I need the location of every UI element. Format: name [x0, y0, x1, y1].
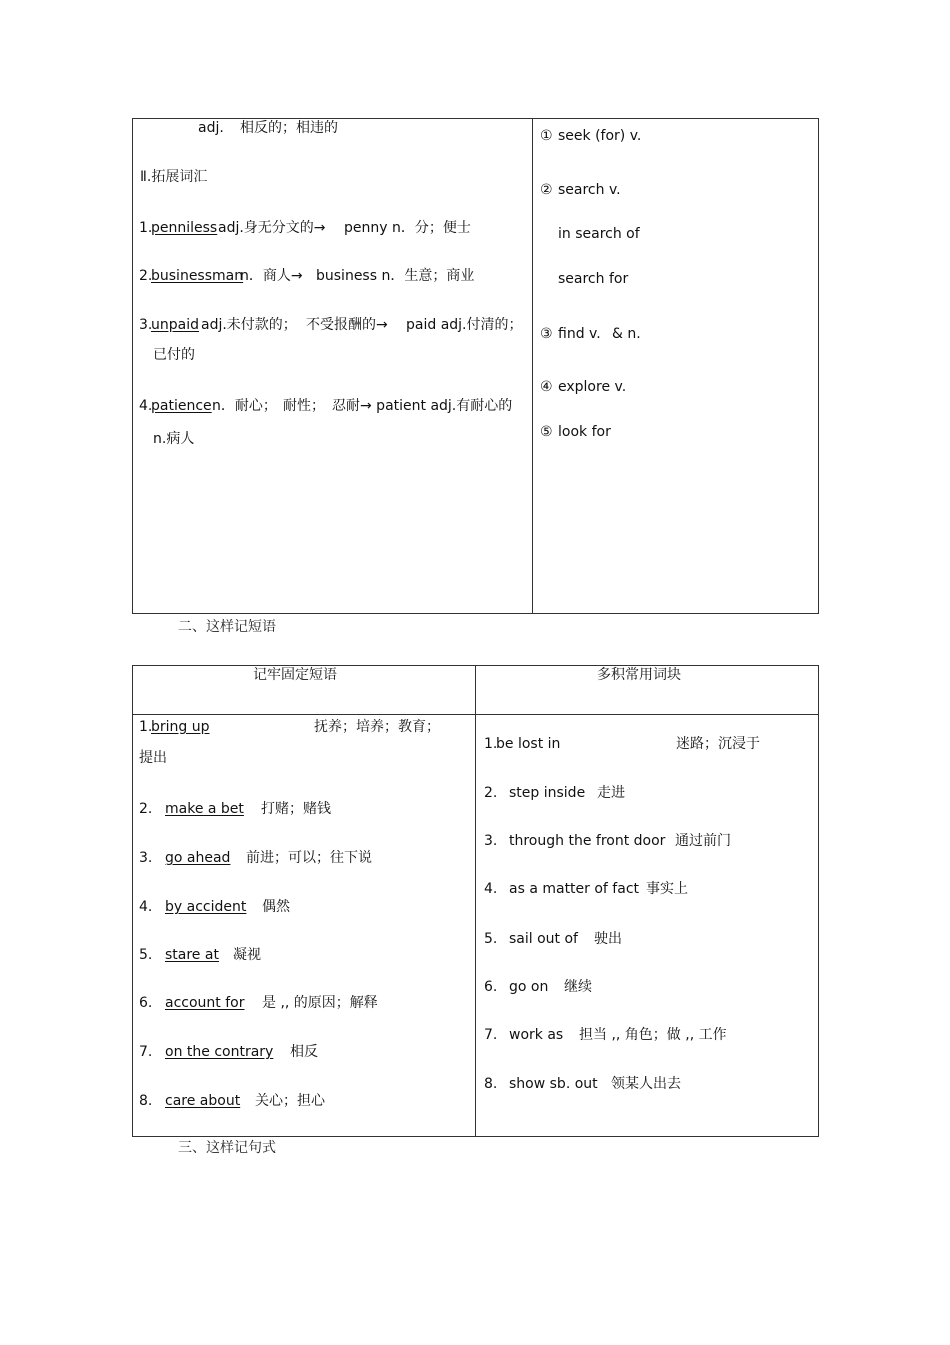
- phrase-table-divider: [475, 665, 476, 1137]
- vocab-word: penniless: [151, 220, 218, 236]
- vocab-table-divider: [532, 118, 533, 614]
- phrase-text: by accident: [165, 899, 247, 915]
- phrase-text: account for: [165, 995, 245, 1011]
- phrase-text: care about: [165, 1093, 241, 1109]
- section-title-phrases: 二、这样记短语: [178, 619, 276, 635]
- phrase-text: stare at: [165, 947, 219, 963]
- phrase-text: bring up: [151, 719, 210, 735]
- phrase-text: make a bet: [165, 801, 244, 817]
- vocab-table: [132, 118, 819, 614]
- section-title-expand-vocab: Ⅱ.拓展词汇: [140, 169, 208, 185]
- adj-meaning: 相反的；相违的: [240, 120, 338, 136]
- vocab-word: patience: [151, 398, 212, 414]
- header-fixed-phrases: 记牢固定短语: [253, 667, 337, 683]
- adj-pos: adj.: [198, 120, 224, 136]
- vocab-word: unpaid: [151, 317, 199, 333]
- vocab-word: businessman: [151, 268, 244, 284]
- header-common-chunks: 多积常用词块: [597, 667, 681, 683]
- phrase-text: go ahead: [165, 850, 231, 866]
- section-title-sentence-patterns: 三、这样记句式: [178, 1140, 276, 1156]
- phrase-text: on the contrary: [165, 1044, 274, 1060]
- phrase-table-header-rule: [132, 714, 819, 715]
